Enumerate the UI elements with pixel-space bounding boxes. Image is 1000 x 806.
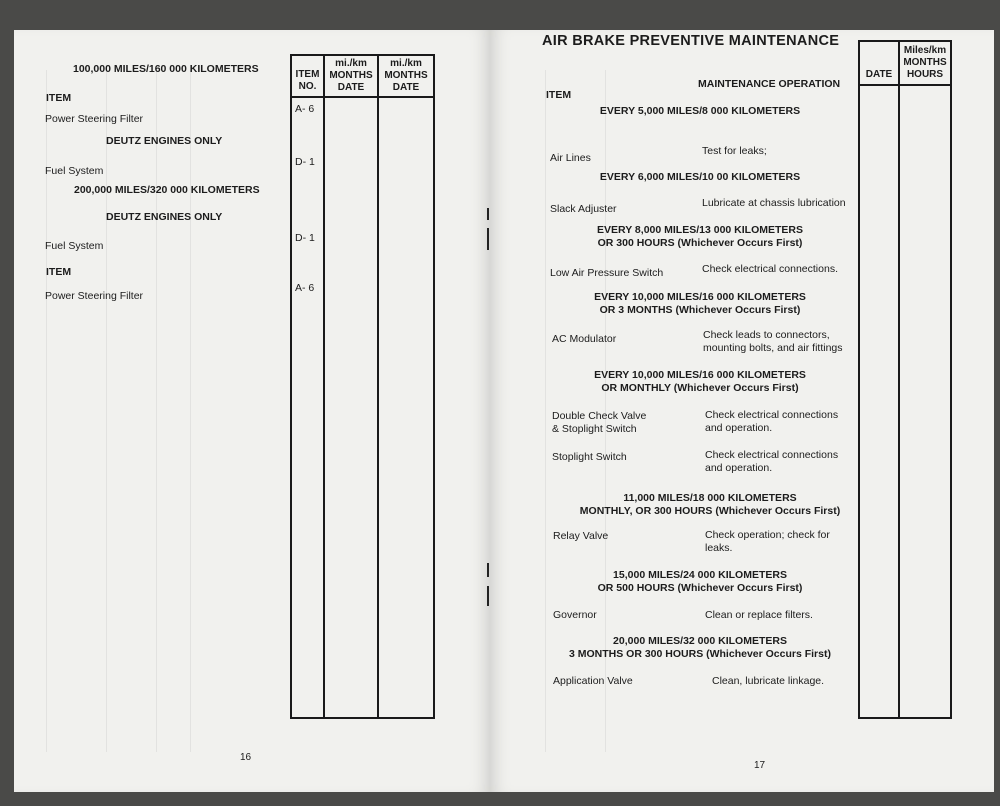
record-table: [858, 40, 952, 719]
interval-heading: 20,000 MILES/32 000 KILOMETERS 3 MONTHS OR 300 HOURS (Whichever Occurs First): [569, 635, 831, 660]
item-label: Relay Valve: [553, 530, 609, 542]
engine-heading: DEUTZ ENGINES ONLY: [106, 211, 223, 223]
header-miles-months-hours: Miles/km MONTHS HOURS: [903, 45, 947, 80]
item-label: Application Valve: [553, 675, 633, 687]
table-header-rule: [860, 84, 950, 86]
operation-text: Check operation; check for leaks.: [705, 529, 830, 554]
operation-text: Test for leaks;: [702, 145, 767, 157]
operation-text: Lubricate at chassis lubrication: [702, 197, 846, 209]
column-item: ITEM: [546, 89, 572, 101]
item-subhead: ITEM: [46, 92, 72, 104]
operation-text: Check electrical connections and operation.: [705, 449, 839, 474]
header-date: DATE: [865, 69, 893, 80]
interval-heading: EVERY 6,000 MILES/10 00 KILOMETERS: [599, 171, 801, 183]
interval-heading: 100,000 MILES/160 000 KILOMETERS: [73, 63, 259, 75]
item-label: Power Steering Filter: [45, 290, 144, 302]
item-label: Air Lines: [550, 152, 591, 164]
binding-mark: [487, 208, 489, 220]
page-number: 17: [754, 760, 766, 771]
item-number: A- 6: [295, 282, 315, 294]
header-item-no: ITEM NO.: [295, 69, 320, 92]
left-page: [14, 30, 490, 792]
binding-mark: [487, 228, 489, 250]
item-label: Slack Adjuster: [550, 203, 617, 215]
item-label: Low Air Pressure Switch: [550, 267, 664, 279]
operation-text: Check electrical connections.: [702, 263, 838, 275]
item-number: D- 1: [295, 232, 315, 244]
header-mi-km-date: mi./km MONTHS DATE: [329, 58, 373, 93]
item-subhead: ITEM: [46, 266, 72, 278]
table-header-rule: [292, 96, 433, 98]
item-label: Power Steering Filter: [45, 113, 144, 125]
interval-heading: 11,000 MILES/18 000 KILOMETERS MONTHLY, OR 300 HOURS (Whichever Occurs First): [579, 492, 841, 517]
page-number: 16: [240, 752, 252, 763]
table-divider: [377, 56, 379, 717]
interval-heading: EVERY 5,000 MILES/8 000 KILOMETERS: [599, 105, 801, 117]
interval-heading: EVERY 10,000 MILES/16 000 KILOMETERS OR 3 MONTHS (Whichever Occurs First): [594, 291, 806, 316]
binding-mark: [487, 586, 489, 606]
engine-heading: DEUTZ ENGINES ONLY: [106, 135, 223, 147]
item-number: D- 1: [295, 156, 315, 168]
item-label: Fuel System: [45, 165, 104, 177]
interval-heading: EVERY 8,000 MILES/13 000 KILOMETERS OR 300 HOURS (Whichever Occurs First): [597, 224, 803, 249]
table-divider: [323, 56, 325, 717]
header-mi-km-date: mi./km MONTHS DATE: [384, 58, 428, 93]
item-label: Double Check Valve & Stoplight Switch: [552, 410, 647, 435]
interval-heading: 200,000 MILES/320 000 KILOMETERS: [74, 184, 260, 196]
binding-mark: [487, 563, 489, 577]
operation-text: Clean, lubricate linkage.: [712, 675, 825, 687]
item-label: Stoplight Switch: [552, 451, 627, 463]
operation-text: Check electrical connections and operation.: [705, 409, 839, 434]
item-label: AC Modulator: [552, 333, 617, 345]
ghost-column: [106, 70, 107, 752]
ghost-column: [156, 70, 157, 752]
column-operation: MAINTENANCE OPERATION: [698, 78, 841, 90]
item-number: A- 6: [295, 103, 315, 115]
table-divider: [898, 42, 900, 717]
interval-heading: 15,000 MILES/24 000 KILOMETERS OR 500 HOURS (Whichever Occurs First): [597, 569, 803, 594]
page-title: AIR BRAKE PREVENTIVE MAINTENANCE: [542, 33, 840, 49]
operation-text: Check leads to connectors, mounting bolts, and air fittings: [703, 329, 843, 354]
ghost-column: [190, 70, 191, 752]
right-page: [490, 30, 994, 792]
record-table: [290, 54, 435, 719]
interval-heading: EVERY 10,000 MILES/16 000 KILOMETERS OR MONTHLY (Whichever Occurs First): [594, 369, 806, 394]
item-label: Governor: [553, 609, 597, 621]
operation-text: Clean or replace filters.: [705, 609, 813, 621]
item-label: Fuel System: [45, 240, 104, 252]
